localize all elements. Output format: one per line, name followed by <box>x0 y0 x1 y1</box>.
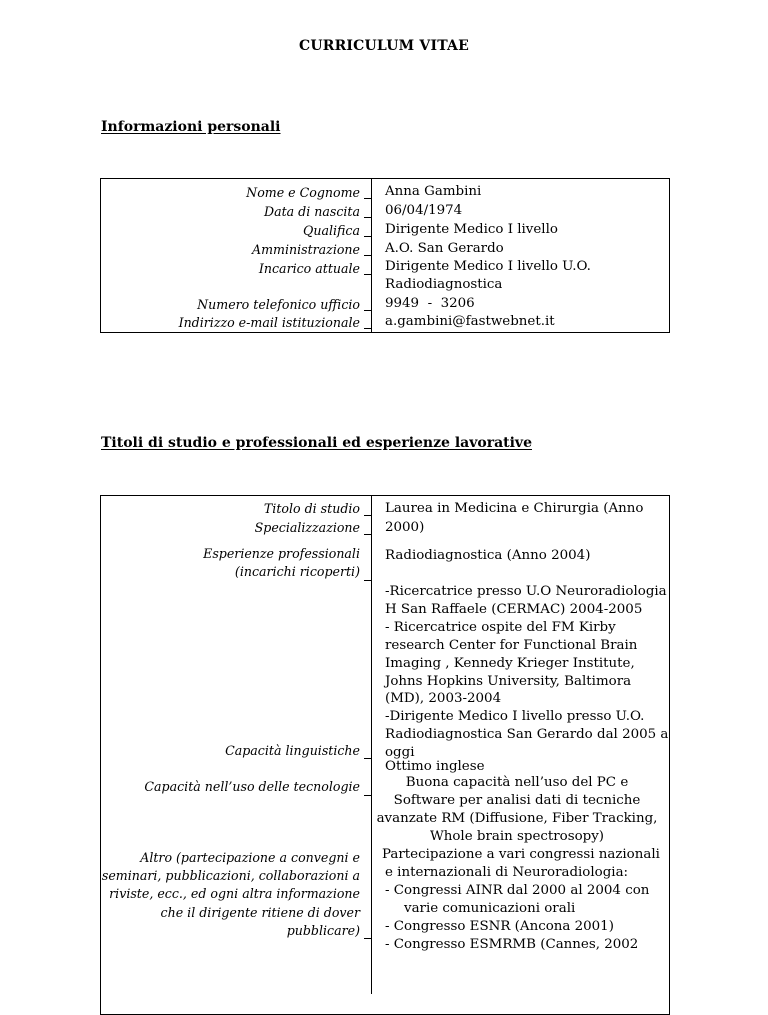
personal-table-divider <box>371 178 372 333</box>
value-rule <box>364 217 371 218</box>
label-titolo-studio: Titolo di studio <box>263 501 360 516</box>
value-capacita-linguistiche: Ottimo inglese <box>385 759 485 774</box>
label-telefono-ufficio: Numero telefonico ufficio <box>197 297 360 312</box>
value-qualifica: Dirigente Medico I livello <box>385 222 558 237</box>
altro-line: - Congresso ESMRMB (Cannes, 2002 <box>385 936 639 952</box>
label-rule <box>364 515 371 516</box>
label-esperienze-professionali: Esperienze professionali (incarichi ricoperti) <box>203 546 360 579</box>
value-altro <box>382 846 660 953</box>
value-nome-cognome: Anna Gambini <box>385 184 482 199</box>
label-rule <box>364 534 371 535</box>
label-specializzazione: Specializzazione <box>254 520 360 535</box>
label-email-istituzionale: Indirizzo e-mail istituzionale <box>178 315 360 330</box>
label-qualifica: Qualifica <box>303 223 360 238</box>
career-heading: Titoli di studio e professionali ed esperienze lavorative <box>101 435 532 451</box>
label-nome-cognome: Nome e Cognome <box>246 185 360 200</box>
altro-line: e internazionali di Neuroradiologia: <box>385 864 629 880</box>
value-telefono-ufficio: 9949 - 3206 <box>385 296 475 311</box>
label-data-nascita: Data di nascita <box>263 204 360 219</box>
altro-line: varie comunicazioni orali <box>404 900 576 916</box>
altro-line: - Congresso ESNR (Ancona 2001) <box>385 918 614 934</box>
altro-line: - Congressi AINR dal 2000 al 2004 con <box>385 882 650 898</box>
value-rule <box>364 198 371 199</box>
label-capacita-linguistiche: Capacità linguistiche <box>225 743 360 758</box>
document-title: CURRICULUM VITAE <box>299 38 469 54</box>
label-capacita-tecnologie: Capacità nell’uso delle tecnologie <box>144 779 360 794</box>
label-amministrazione: Amministrazione <box>251 242 360 257</box>
value-amministrazione: A.O. San Gerardo <box>385 241 504 256</box>
value-data-nascita: 06/04/1974 <box>385 203 463 218</box>
value-email-istituzionale: a.gambini@fastwebnet.it <box>385 314 555 329</box>
value-incarico-attuale: Dirigente Medico I livello U.O. Radiodiagnostica <box>385 259 591 292</box>
value-rule <box>364 236 371 237</box>
value-titolo-studio: Laurea in Medicina e Chirurgia (Anno 2000) <box>385 501 644 536</box>
label-incarico-attuale: Incarico attuale <box>258 261 360 276</box>
value-rule <box>364 328 371 329</box>
label-rule <box>364 938 371 939</box>
label-altro: Altro (partecipazione a convegni e seminari, pubblicazioni, collaborazioni a riviste, ecc., ed ogni altra informazione che il dirigente ritiene di dover pubblicare) <box>101 850 360 938</box>
career-table-divider <box>371 495 372 994</box>
value-rule <box>364 255 371 256</box>
value-specializzazione: Radiodiagnostica (Anno 2004) <box>385 548 591 563</box>
value-rule <box>364 274 371 275</box>
altro-line: Partecipazione a vari congressi nazionali <box>382 847 660 862</box>
value-capacita-tecnologie: Buona capacità nell’uso del PC e Software per analisi dati di tecniche avanzate RM (Diffusione, Fiber Tracking, Whole brain spectrosopy) <box>376 775 658 844</box>
label-rule <box>364 758 371 759</box>
personal-info-heading: Informazioni personali <box>101 119 281 135</box>
value-esperienze-professionali: -Ricercatrice presso U.O Neuroradiologia H San Raffaele (CERMAC) 2004-2005 - Ricercatrice ospite del FM Kirby research Center for Functional Brain Imaging , Kennedy Krieger Institute, Johns Hopkins University, Baltimora (MD), 2003-2004 -Dirigente Medico I livello presso U.O. Radiodiagnostica San Gerardo dal 2005 a oggi <box>385 584 669 761</box>
value-rule <box>364 310 371 311</box>
label-rule <box>364 580 371 581</box>
